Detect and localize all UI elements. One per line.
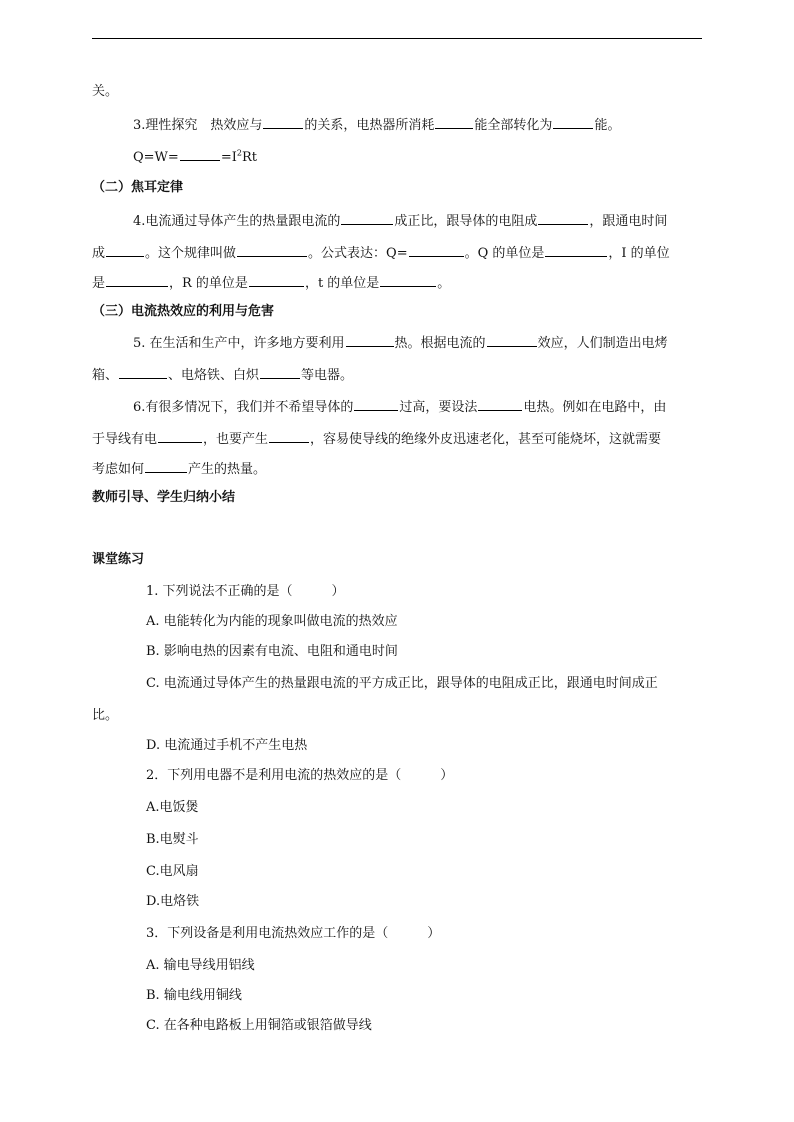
item-3 bbox=[133, 116, 620, 134]
text: 5. 在生活和生产中，许多地方要利用 bbox=[133, 336, 345, 351]
text: 热。根据电流的 bbox=[394, 336, 486, 351]
fill-blank[interactable] bbox=[380, 274, 436, 287]
question-3-option-a[interactable]: A. 输电导线用铝线 bbox=[146, 958, 255, 973]
text: 过高，要设法 bbox=[399, 400, 478, 415]
text: ，I 的单位 bbox=[608, 246, 670, 261]
question-1-option-c[interactable]: C. 电流通过导体产生的热量跟电流的平方成正比，跟导体的电阻成正比，跟通电时间成正 bbox=[146, 676, 658, 691]
text: 成 bbox=[92, 246, 106, 261]
text: 于导线有电 bbox=[92, 432, 158, 447]
header-rule bbox=[92, 38, 702, 39]
text: ，R 的单位是 bbox=[169, 276, 248, 291]
text: 箱、 bbox=[92, 368, 119, 383]
text: 是 bbox=[92, 276, 106, 291]
section-heading: （二）焦耳定律 bbox=[92, 180, 184, 195]
fill-blank[interactable] bbox=[119, 366, 167, 379]
item-5 bbox=[133, 334, 668, 352]
text: 考虑如何 bbox=[92, 462, 145, 477]
formula-line bbox=[133, 148, 257, 166]
question-2-option-a[interactable]: A.电饭煲 bbox=[146, 800, 199, 815]
fill-blank[interactable] bbox=[269, 430, 309, 443]
text-line: 关。 bbox=[92, 84, 119, 99]
text: 产生的热量。 bbox=[188, 462, 267, 477]
fill-blank[interactable] bbox=[553, 116, 593, 129]
text: 。Q 的单位是 bbox=[464, 246, 545, 261]
text: 。这个规律叫做 bbox=[145, 246, 237, 261]
text: 。 bbox=[437, 276, 451, 291]
fill-blank[interactable] bbox=[435, 116, 473, 129]
text: 效应，人们制造出电烤 bbox=[537, 336, 668, 351]
question-2-option-c[interactable]: C.电风扇 bbox=[146, 864, 199, 879]
text: 的关系，电热器所消耗 bbox=[304, 118, 435, 133]
fill-blank[interactable] bbox=[354, 398, 398, 411]
question-1-option-b[interactable]: B. 影响电热的因素有电流、电阻和通电时间 bbox=[146, 644, 398, 659]
fill-blank[interactable] bbox=[180, 148, 220, 161]
text: 能。 bbox=[594, 118, 621, 133]
question-1-stem: 1. 下列说法不正确的是（ ） bbox=[146, 584, 345, 599]
fill-blank[interactable] bbox=[260, 366, 300, 379]
fill-blank[interactable] bbox=[237, 244, 307, 257]
fill-blank[interactable] bbox=[487, 334, 537, 347]
text: 等电器。 bbox=[301, 368, 354, 383]
section-heading: （三）电流热效应的利用与危害 bbox=[92, 304, 275, 319]
text: ，t 的单位是 bbox=[304, 276, 380, 291]
text: ，容易使导线的绝缘外皮迅速老化，甚至可能烧坏，这就需要 bbox=[310, 432, 662, 447]
item-6-cont bbox=[92, 460, 266, 478]
text: 6.有很多情况下，我们并不希望导体的 bbox=[133, 400, 354, 415]
fill-blank[interactable] bbox=[341, 212, 393, 225]
fill-blank[interactable] bbox=[106, 244, 144, 257]
text: 。公式表达：Q= bbox=[308, 246, 408, 261]
text: Rt bbox=[241, 150, 257, 165]
summary-heading: 教师引导、学生归纳小结 bbox=[92, 490, 236, 505]
item-6-cont bbox=[92, 430, 661, 448]
fill-blank[interactable] bbox=[249, 274, 304, 287]
fill-blank[interactable] bbox=[158, 430, 202, 443]
fill-blank[interactable] bbox=[263, 116, 303, 129]
superscript: 2 bbox=[236, 148, 242, 158]
question-1-option-d[interactable]: D. 电流通过手机不产生电热 bbox=[146, 738, 308, 753]
item-4-cont bbox=[92, 274, 450, 292]
text: 3.理性探究 热效应与 bbox=[133, 118, 263, 133]
question-2-stem: 2．下列用电器不是利用电流的热效应的是（ ） bbox=[146, 768, 454, 783]
question-2-option-b[interactable]: B.电熨斗 bbox=[146, 832, 199, 847]
text: ，跟通电时间 bbox=[589, 214, 668, 229]
text: 能全部转化为 bbox=[474, 118, 553, 133]
text: 电热。例如在电路中，由 bbox=[523, 400, 667, 415]
question-1-option-a[interactable]: A. 电能转化为内能的现象叫做电流的热效应 bbox=[146, 614, 398, 629]
text: =I bbox=[220, 150, 237, 165]
text: ，也要产生 bbox=[203, 432, 269, 447]
text: 4.电流通过导体产生的热量跟电流的 bbox=[133, 214, 341, 229]
question-3-stem: 3．下列设备是利用电流热效应工作的是（ ） bbox=[146, 926, 441, 941]
practice-heading: 课堂练习 bbox=[92, 552, 145, 567]
fill-blank[interactable] bbox=[145, 460, 187, 473]
text: Q=W= bbox=[133, 150, 179, 165]
fill-blank[interactable] bbox=[478, 398, 522, 411]
fill-blank[interactable] bbox=[106, 274, 168, 287]
item-4 bbox=[133, 212, 667, 230]
fill-blank[interactable] bbox=[538, 212, 588, 225]
fill-blank[interactable] bbox=[409, 244, 464, 257]
item-5-cont bbox=[92, 366, 353, 384]
item-4-cont bbox=[92, 244, 670, 262]
question-1-option-c-cont: 比。 bbox=[92, 708, 119, 723]
fill-blank[interactable] bbox=[346, 334, 394, 347]
text: 成正比，跟导体的电阻成 bbox=[394, 214, 538, 229]
text: 、电烙铁、白炽 bbox=[168, 368, 260, 383]
question-3-option-c[interactable]: C. 在各种电路板上用铜箔或银箔做导线 bbox=[146, 1018, 372, 1033]
question-2-option-d[interactable]: D.电烙铁 bbox=[146, 894, 200, 909]
item-6 bbox=[133, 398, 666, 416]
fill-blank[interactable] bbox=[545, 244, 607, 257]
question-3-option-b[interactable]: B. 输电线用铜线 bbox=[146, 988, 242, 1003]
